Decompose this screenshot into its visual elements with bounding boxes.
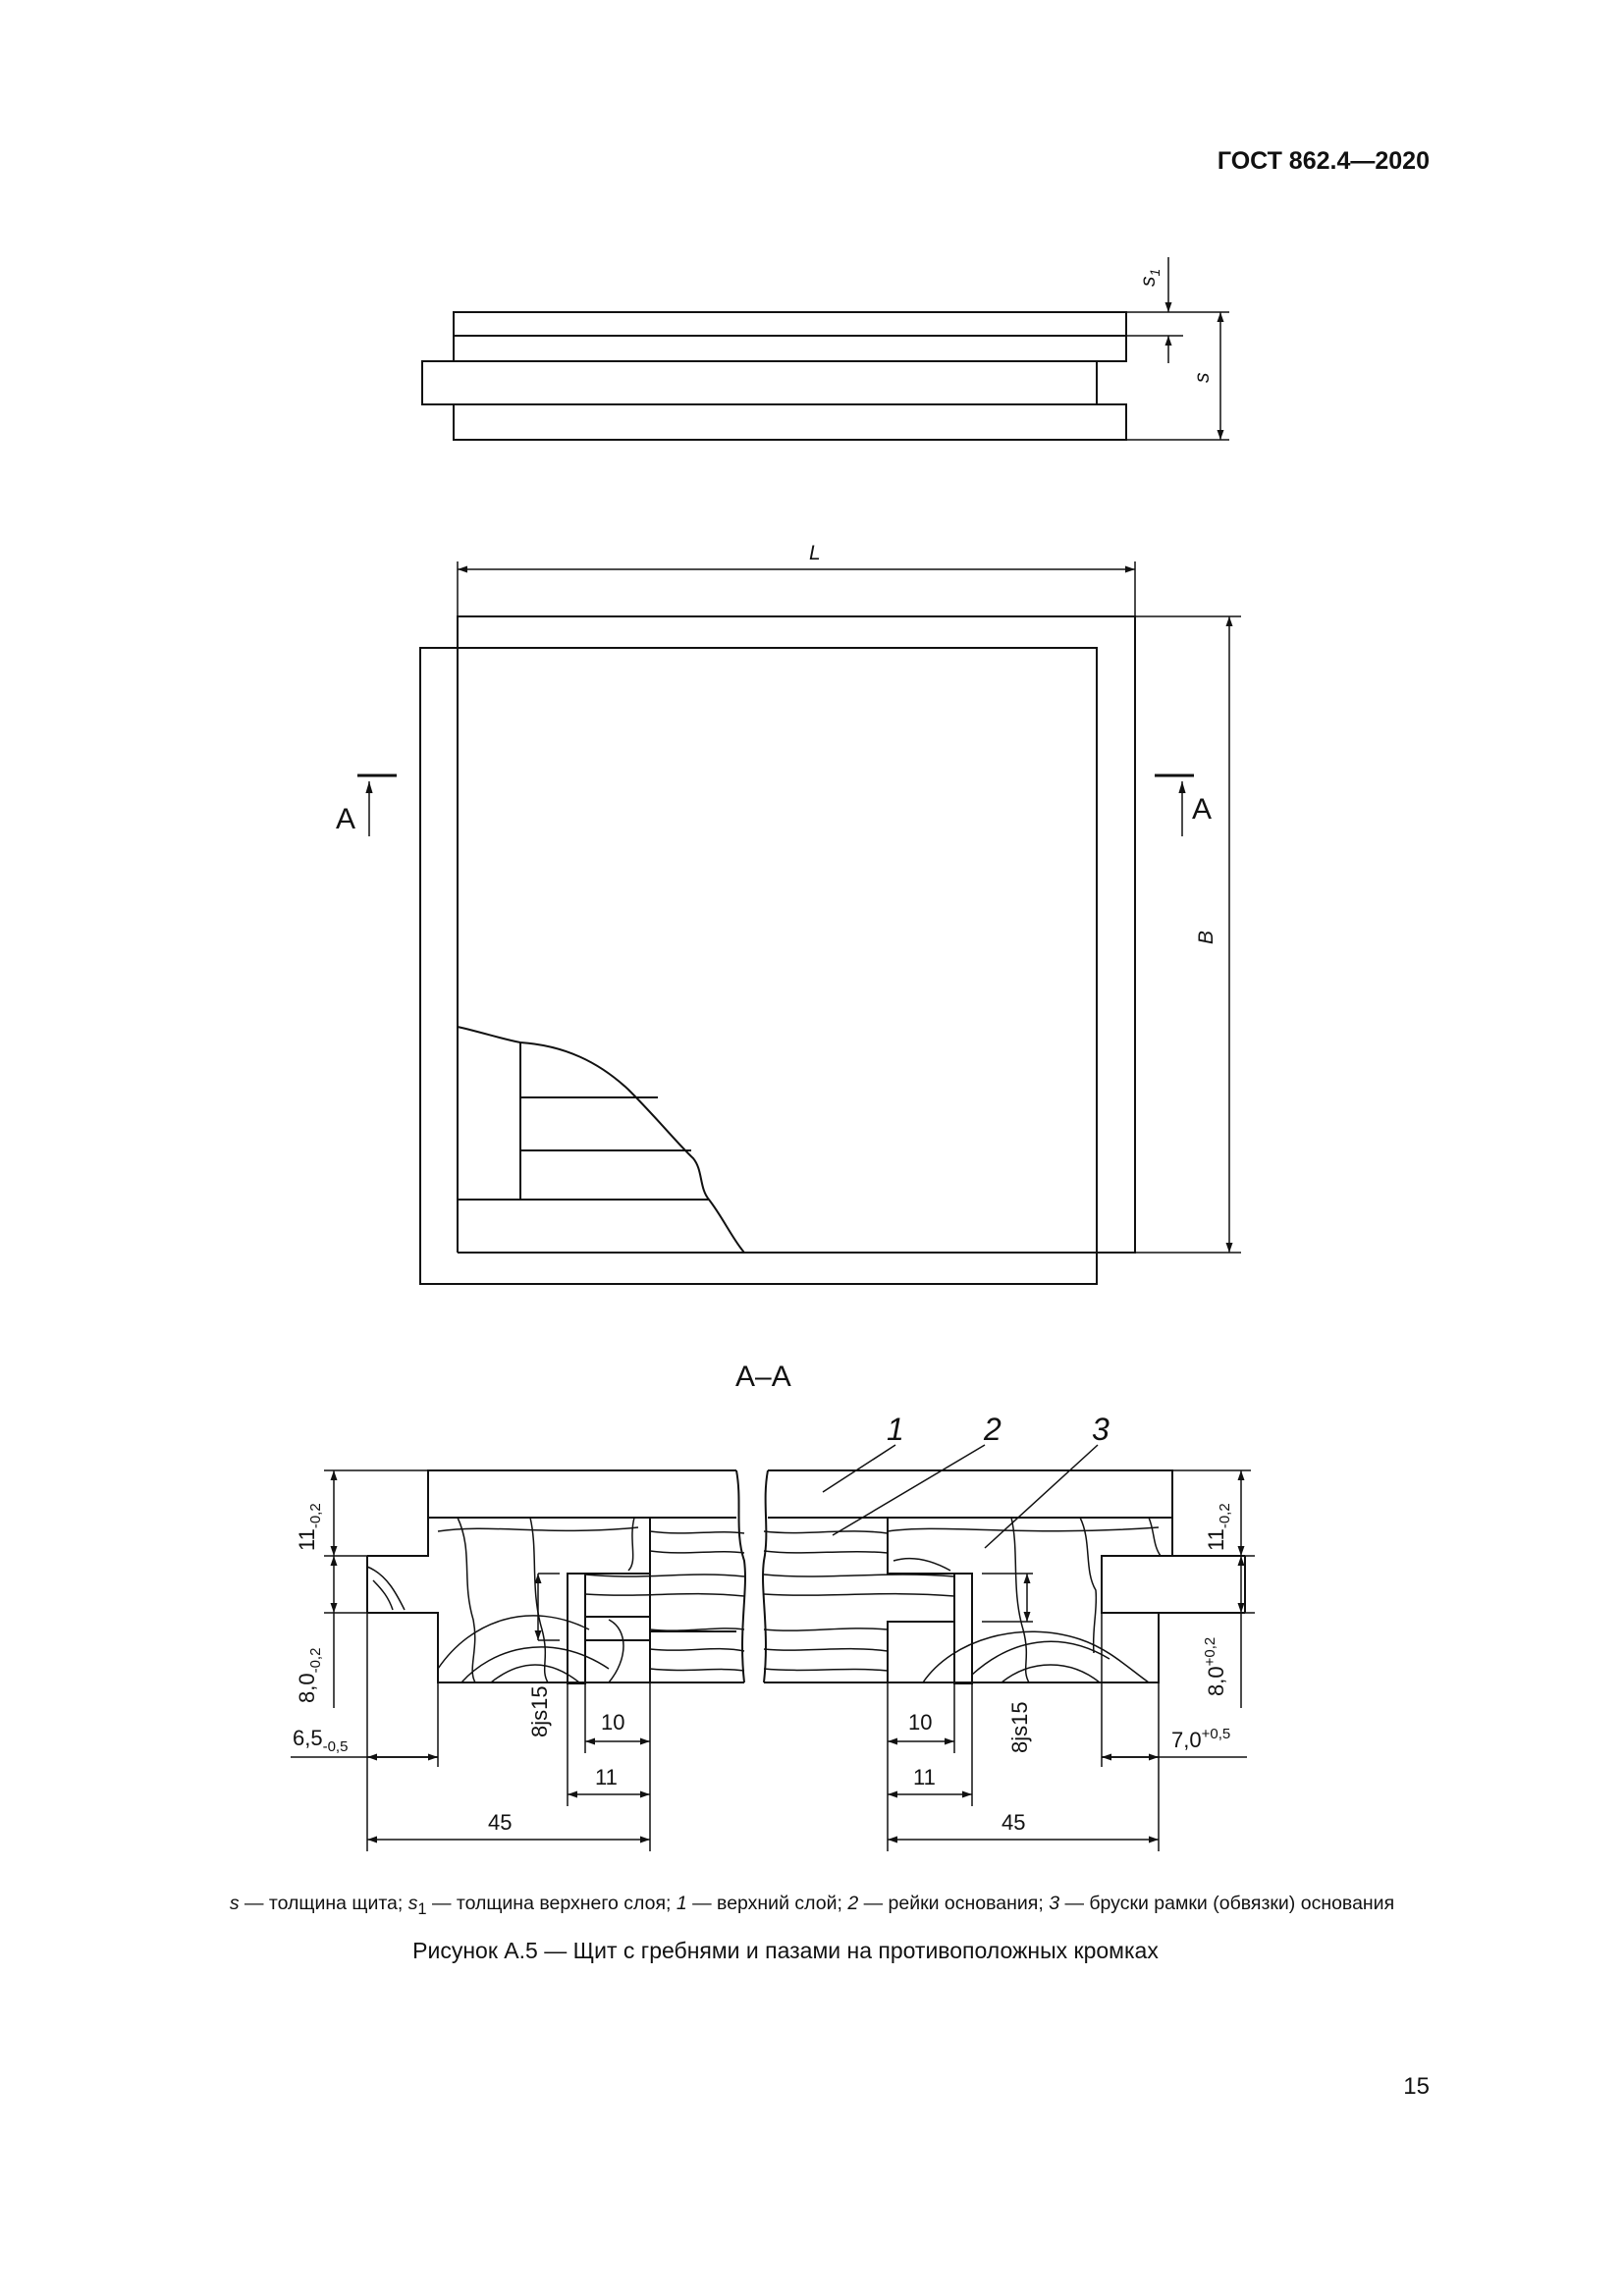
dim-left-11b: 11 xyxy=(595,1765,618,1789)
callout-labels xyxy=(823,1412,1110,1548)
section-left-part xyxy=(291,1470,745,1851)
legend-s-symbol: s xyxy=(229,1893,240,1914)
legend-1-text: — верхний слой; xyxy=(686,1893,848,1914)
section-mark-left: А xyxy=(336,803,356,835)
legend-s1-text: — толщина верхнего слоя; xyxy=(426,1893,677,1914)
legend-3-text: — бруски рамки (обвязки) основания xyxy=(1059,1893,1395,1914)
section-title: А–А xyxy=(735,1361,791,1393)
callout-2: 2 xyxy=(984,1412,1001,1447)
dim-B: B xyxy=(1195,930,1218,944)
figure-caption: Рисунок А.5 — Щит с гребнями и пазами на противоположных кромках xyxy=(412,1938,1159,1963)
dim-right-10: 10 xyxy=(908,1710,933,1735)
callout-3: 3 xyxy=(1092,1412,1110,1447)
legend-2-text: — рейки основания; xyxy=(858,1893,1050,1914)
dim-s: s xyxy=(1191,372,1214,383)
dim-left-65: $6,5_{-0,5}$ xyxy=(293,1726,349,1755)
plan-view xyxy=(336,542,1241,1284)
legend-1-number: 1 xyxy=(676,1893,687,1914)
dim-right-11: $11_{-0,2}$ xyxy=(1204,1503,1233,1551)
legend-s1-symbol: s xyxy=(407,1893,418,1914)
legend-3-number: 3 xyxy=(1049,1893,1060,1914)
legend-s-text: — толщина щита; xyxy=(239,1893,408,1914)
section-right-part xyxy=(763,1470,1255,1851)
legend-2-number: 2 xyxy=(847,1893,859,1914)
dim-right-11b: 11 xyxy=(913,1765,936,1789)
document-header: ГОСТ 862.4—2020 xyxy=(1217,147,1430,175)
dim-right-8: $8,0^{+0,2}$ xyxy=(1202,1636,1228,1696)
legend-s1-subscript: 1 xyxy=(417,1899,427,1918)
dim-left-10: 10 xyxy=(601,1710,625,1735)
dim-right-45: 45 xyxy=(1001,1810,1026,1835)
callout-1: 1 xyxy=(887,1412,904,1447)
dim-left-8js15: 8js15 xyxy=(527,1685,552,1737)
dim-right-8js15: 8js15 xyxy=(1007,1701,1032,1753)
dim-left-8: $8,0_{-0,2}$ xyxy=(295,1647,324,1703)
edge-view xyxy=(422,257,1229,440)
dim-L: L xyxy=(809,542,821,564)
dim-left-11: $11_{-0,2}$ xyxy=(295,1503,324,1551)
dim-left-45: 45 xyxy=(488,1810,513,1835)
dim-s1: $s_1$ xyxy=(1137,268,1163,287)
figure-legend xyxy=(79,1893,1545,1919)
page-number: 15 xyxy=(1403,2073,1430,2100)
dim-right-70: $7,0^{+0,5}$ xyxy=(1171,1726,1231,1752)
section-mark-right: А xyxy=(1192,793,1213,826)
